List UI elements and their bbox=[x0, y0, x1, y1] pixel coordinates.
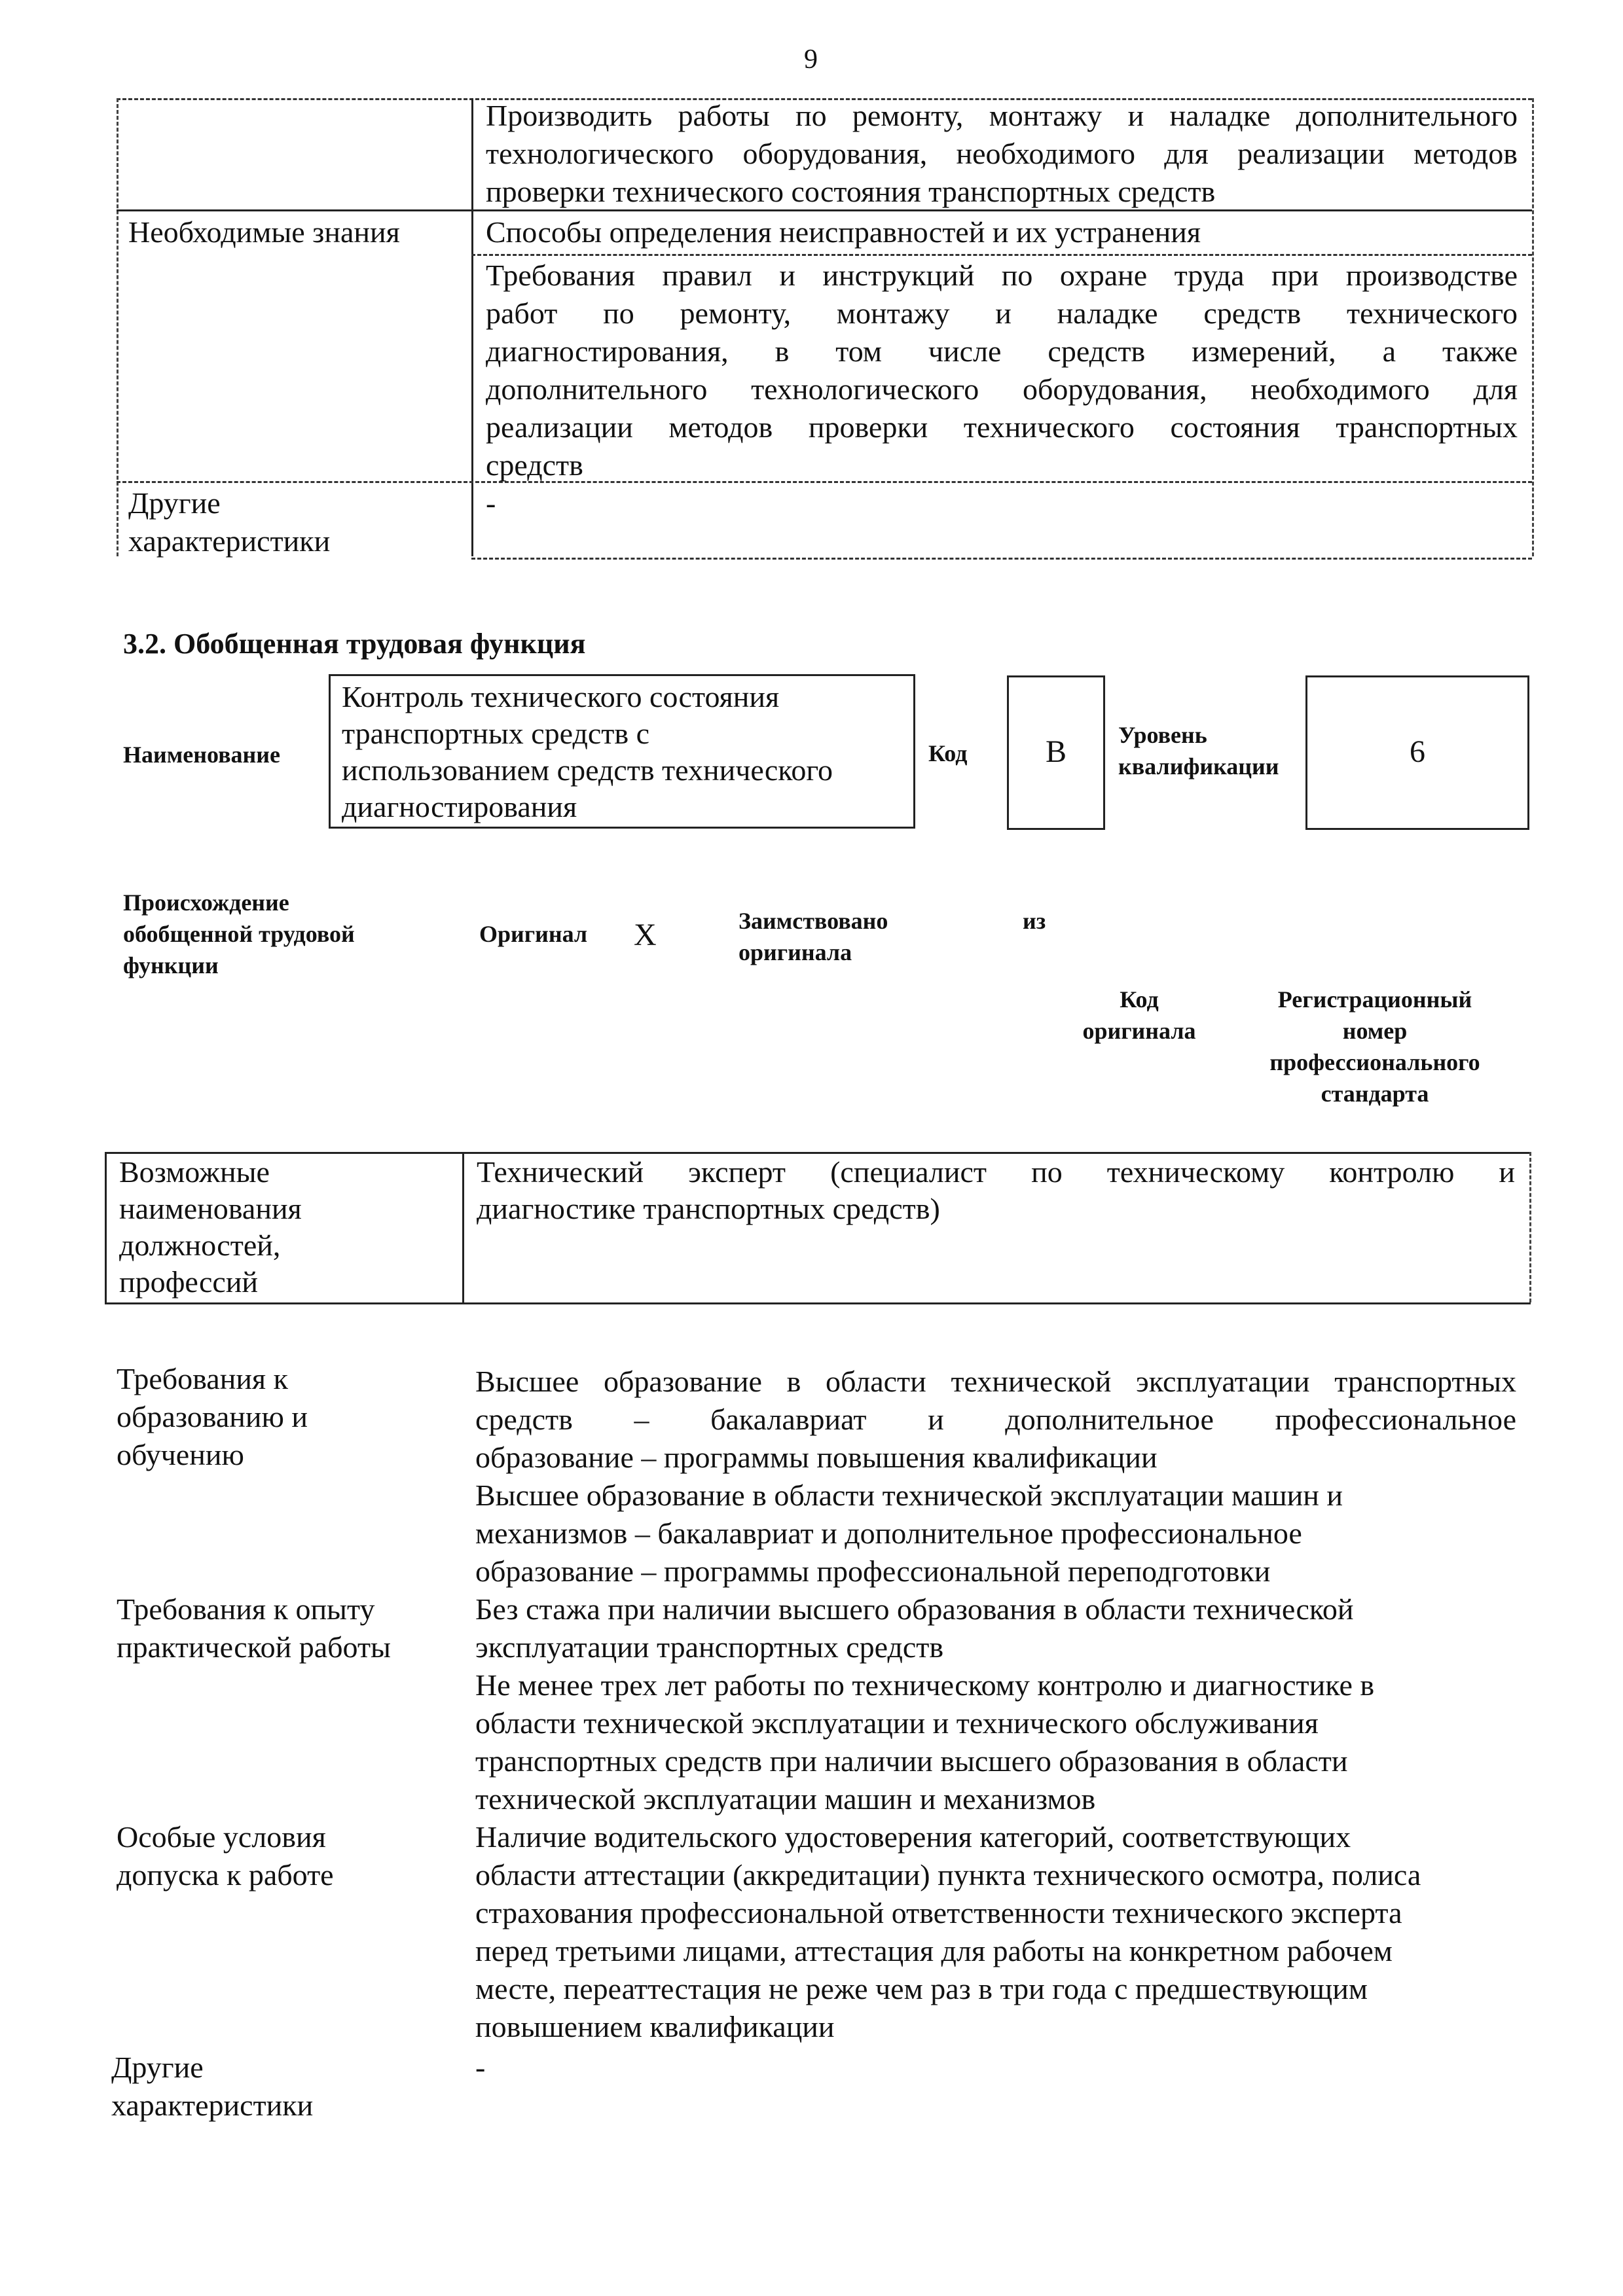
origin-label-line-3: функции bbox=[123, 952, 219, 978]
knowledge-2-line-2: работ по ремонту, монтажу и наладке средств технического bbox=[486, 296, 1518, 330]
origin-label-line-2: обобщенной трудовой bbox=[123, 921, 355, 947]
req-other-value: - bbox=[475, 2051, 486, 2084]
code-label: Код bbox=[928, 740, 968, 766]
positions-label-line-3: должностей, bbox=[119, 1229, 281, 1262]
education-line-4: Высшее образование в области технической эксплуатации машин и bbox=[475, 1479, 1343, 1512]
special-line-1: Наличие водительского удостоверения категорий, соответствующих bbox=[475, 1820, 1351, 1854]
experience-line-2: эксплуатации транспортных средств bbox=[475, 1630, 944, 1664]
task-text-line-3: проверки технического состояния транспортных средств bbox=[486, 175, 1216, 208]
experience-line-6: технической эксплуатации машин и механизмов bbox=[475, 1782, 1096, 1816]
positions-label-line-4: профессий bbox=[119, 1265, 259, 1299]
knowledge-2-line-3: диагностирования, в том числе средств измерений, а также bbox=[486, 334, 1518, 368]
other-label-line-2: характеристики bbox=[128, 524, 331, 558]
positions-label-line-1: Возможные bbox=[119, 1155, 270, 1189]
knowledge-2-line-1: Требования правил и инструкций по охране труда при производстве bbox=[486, 259, 1518, 292]
name-label: Наименование bbox=[123, 742, 280, 768]
code-value: B bbox=[1045, 734, 1067, 769]
other-value: - bbox=[486, 486, 496, 520]
knowledge-2-line-5: реализации методов проверки технического состояния транспортных bbox=[486, 410, 1518, 444]
knowledge-2-line-6: средств bbox=[486, 448, 583, 482]
special-line-6: повышением квалификации bbox=[475, 2010, 835, 2043]
experience-label-line-1: Требования к опыту bbox=[117, 1592, 375, 1626]
experience-label-line-2: практической работы bbox=[117, 1630, 391, 1664]
task-text-line-2: технологического оборудования, необходимого для реализации методов bbox=[486, 137, 1518, 170]
level-label-line-1: Уровень bbox=[1118, 722, 1207, 748]
function-name-line-2: транспортных средств с bbox=[342, 717, 650, 750]
from-label: из bbox=[1023, 908, 1046, 934]
special-label-line-1: Особые условия bbox=[117, 1820, 326, 1854]
other-label-line-1: Другие bbox=[128, 486, 221, 520]
code-original-caption-line-2: оригинала bbox=[1082, 1018, 1196, 1044]
reg-caption-line-1: Регистрационный bbox=[1277, 986, 1472, 1013]
req-other-label-line-2: характеристики bbox=[111, 2089, 314, 2122]
req-other-label-line-1: Другие bbox=[111, 2051, 204, 2084]
code-original-caption-line-1: Код bbox=[1120, 986, 1159, 1013]
knowledge-label: Необходимые знания bbox=[128, 215, 400, 249]
positions-value-line-1: Технический эксперт (специалист по техническому контролю и bbox=[477, 1155, 1515, 1189]
original-mark: X bbox=[634, 918, 657, 952]
education-line-3: образование – программы повышения квалификации bbox=[475, 1441, 1158, 1474]
level-label-line-2: квалификации bbox=[1118, 753, 1279, 780]
borrowed-label-line-1: Заимствовано bbox=[739, 908, 888, 934]
special-line-5: месте, переаттестация не реже чем раз в три года с предшествующим bbox=[475, 1972, 1368, 2005]
education-line-6: образование – программы профессиональной переподготовки bbox=[475, 1554, 1271, 1588]
borrowed-label-line-2: оригинала bbox=[739, 939, 852, 965]
special-line-2: области аттестации (аккредитации) пункта технического осмотра, полиса bbox=[475, 1858, 1421, 1892]
positions-value-line-2: диагностике транспортных средств) bbox=[477, 1192, 940, 1225]
experience-line-1: Без стажа при наличии высшего образования в области технической bbox=[475, 1592, 1354, 1626]
education-line-5: механизмов – бакалавриат и дополнительное профессиональное bbox=[475, 1516, 1302, 1550]
level-value: 6 bbox=[1410, 734, 1425, 769]
section-title: 3.2. Обобщенная трудовая функция bbox=[123, 628, 586, 660]
education-label-line-3: обучению bbox=[117, 1438, 244, 1471]
education-label-line-2: образованию и bbox=[117, 1400, 308, 1433]
experience-line-3: Не менее трех лет работы по техническому контролю и диагностике в bbox=[475, 1668, 1375, 1702]
positions-label-line-2: наименования bbox=[119, 1192, 302, 1225]
special-line-3: страхования профессиональной ответственности технического эксперта bbox=[475, 1896, 1402, 1929]
function-name-line-4: диагностирования bbox=[342, 790, 577, 823]
education-line-2: средств – бакалавриат и дополнительное профессиональное bbox=[475, 1403, 1516, 1436]
function-name-line-1: Контроль технического состояния bbox=[342, 680, 780, 713]
function-name-line-3: использованием средств технического bbox=[342, 753, 833, 787]
reg-caption-line-2: номер bbox=[1342, 1018, 1408, 1044]
education-label-line-1: Требования к bbox=[117, 1362, 288, 1395]
special-line-4: перед третьими лицами, аттестация для работы на конкретном рабочем bbox=[475, 1934, 1393, 1967]
reg-caption-line-3: профессионального bbox=[1269, 1049, 1480, 1075]
education-line-1: Высшее образование в области технической эксплуатации транспортных bbox=[475, 1365, 1516, 1398]
origin-label-line-1: Происхождение bbox=[123, 889, 289, 916]
reg-caption-line-4: стандарта bbox=[1321, 1081, 1429, 1107]
experience-line-4: области технической эксплуатации и технического обслуживания bbox=[475, 1706, 1319, 1740]
knowledge-2-line-4: дополнительного технологического оборудования, необходимого для bbox=[486, 372, 1518, 406]
knowledge-item-1: Способы определения неисправностей и их устранения bbox=[486, 215, 1201, 249]
special-label-line-2: допуска к работе bbox=[117, 1858, 334, 1892]
original-label: Оригинал bbox=[479, 921, 588, 947]
experience-line-5: транспортных средств при наличии высшего образования в области bbox=[475, 1744, 1348, 1778]
task-text-line-1: Производить работы по ремонту, монтажу и наладке дополнительного bbox=[486, 99, 1518, 132]
page-number: 9 bbox=[804, 45, 818, 75]
